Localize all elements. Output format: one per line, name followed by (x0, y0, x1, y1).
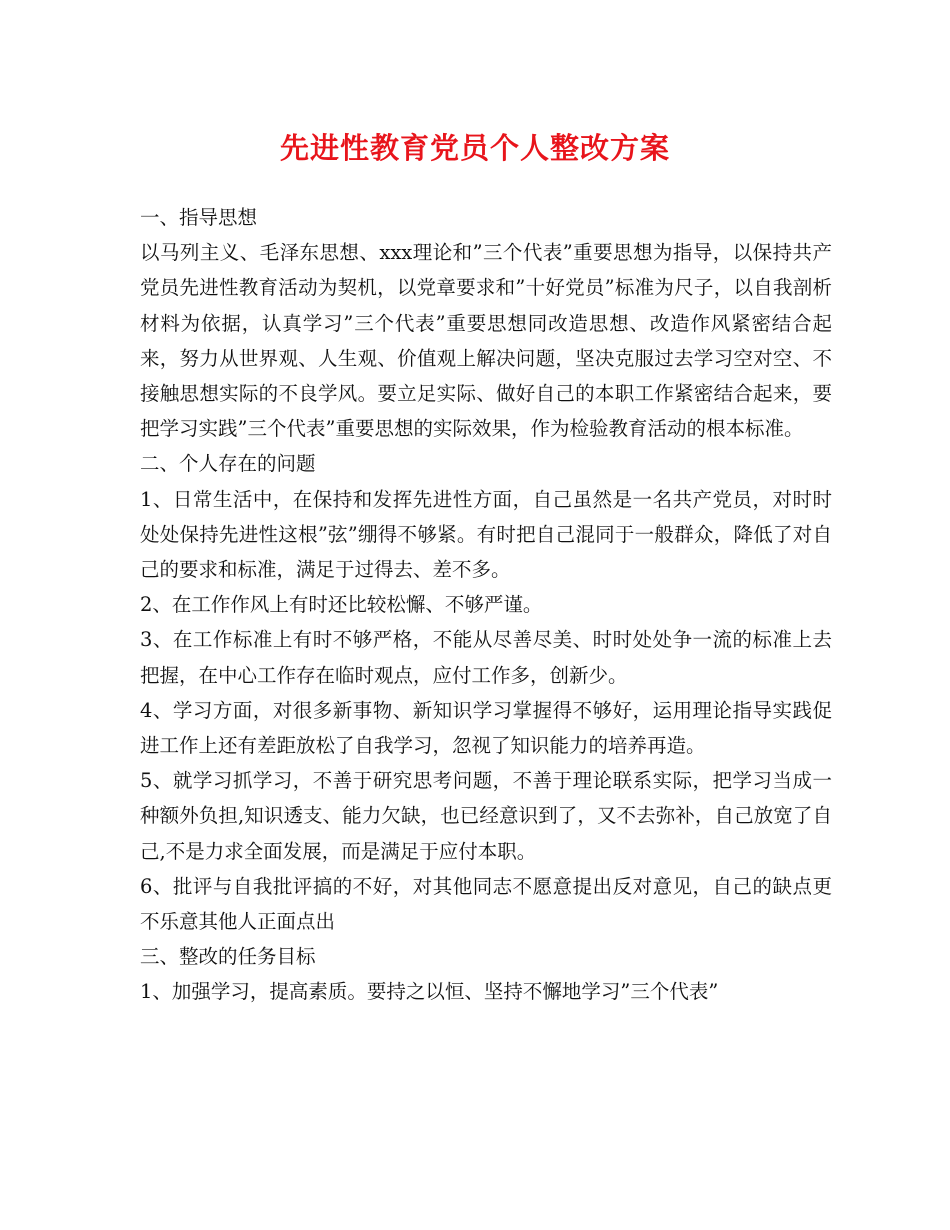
list-item-problem-2: 2、在工作作风上有时还比较松懈、不够严谨。 (140, 593, 543, 617)
paragraph-guiding-thought: 以马列主义、毛泽东思想、xxx理论和”三个代表”重要思想为指导，以保持共产党员先进性教育活动为契机，以党章要求和”十好党员”标准为尺子，以自我剖析材料为依据，认真学习”三个代表”重要思想同改造思想、改造作风紧密结合起来，努力从世界观、人生观、价值观上解决问题，坚决克服过去学习空对空、不接触思想实际的不良学风。要立足实际、做好自己的本职工作紧密结合起来，要把学习实践”三个代表”重要思想的实际效果，作为检验教育活动的根本标准。 (140, 241, 832, 441)
document-title: 先进性教育党员个人整改方案 (279, 131, 670, 165)
document-body (140, 200, 832, 1010)
list-item-goal-1: 1、加强学习，提高素质。要持之以恒、坚持不懈地学习”三个代表” (140, 980, 719, 1004)
list-item-problem-6: 6、批评与自我批评搞的不好，对其他同志不愿意提出反对意见，自己的缺点更不乐意其他人正面点出 (140, 874, 832, 934)
list-item-problem-3: 3、在工作标准上有时不够严格，不能从尽善尽美、时时处处争一流的标准上去把握，在中心工作存在临时观点，应付工作多，创新少。 (140, 628, 832, 687)
section-heading-guiding-thought: 一、指导思想 (140, 206, 258, 229)
list-item-problem-5: 5、就学习抓学习，不善于研究思考问题，不善于理论联系实际，把学习当成一种额外负担,知识透支、能力欠缺，也已经意识到了，又不去弥补，自己放宽了自己,不是力求全面发展，而是满足于应付本职。 (140, 769, 832, 863)
list-item-problem-4: 4、学习方面，对很多新事物、新知识学习掌握得不够好，运用理论指导实践促进工作上还有差距放松了自我学习，忽视了知识能力的培养再造。 (140, 698, 832, 758)
section-heading-personal-problems: 二、个人存在的问题 (140, 452, 316, 476)
section-heading-rectification-goals: 三、整改的任务目标 (140, 945, 316, 969)
list-item-problem-1: 1、日常生活中，在保持和发挥先进性方面，自己虽然是一名共产党员，对时时处处保持先进性这根”弦”绷得不够紧。有时把自己混同于一般群众，降低了对自己的要求和标准，满足于过得去、差不多。 (140, 487, 832, 582)
